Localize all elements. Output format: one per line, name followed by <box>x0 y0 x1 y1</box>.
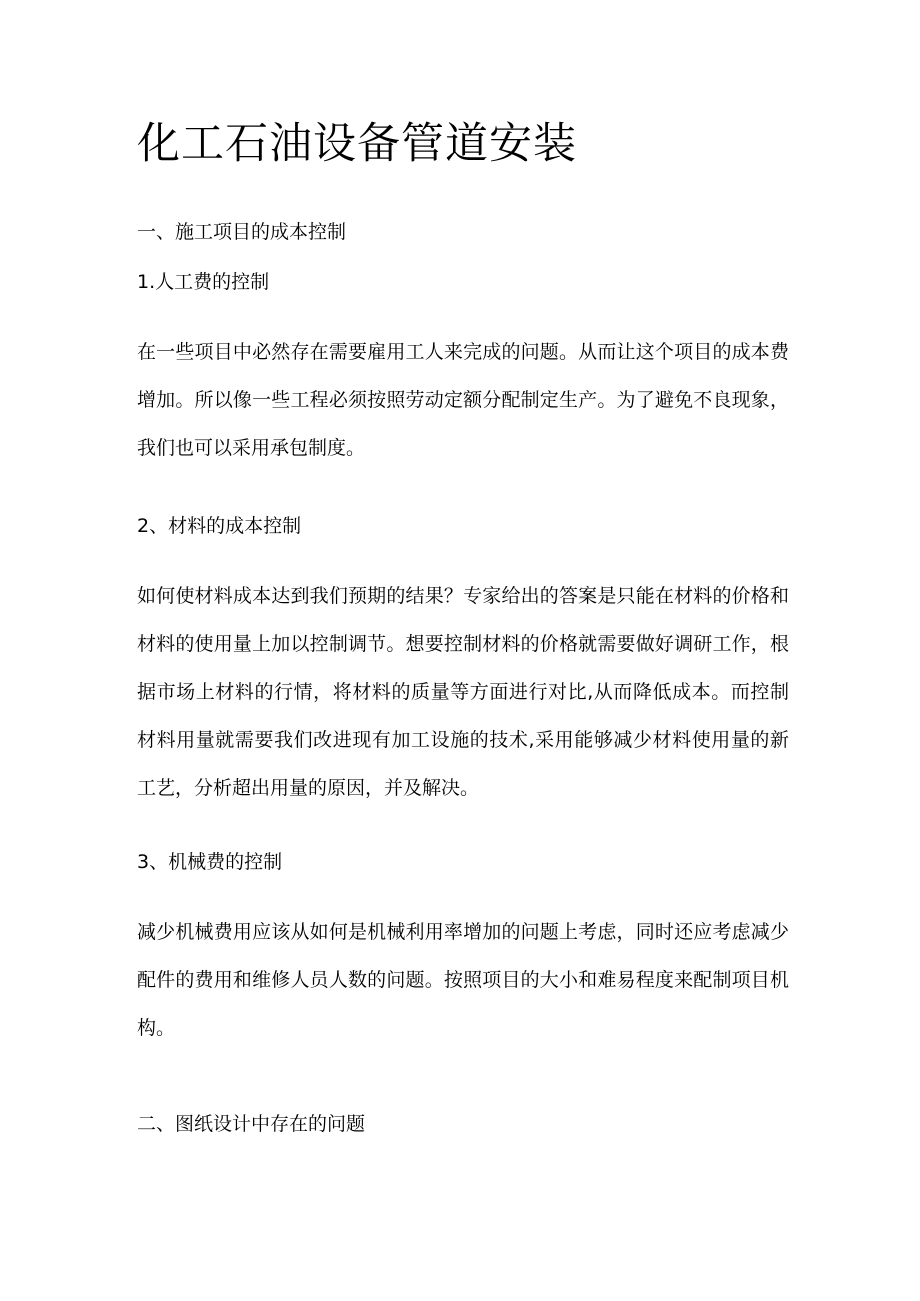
section-heading-cost-control: 一、施工项目的成本控制 <box>137 221 347 243</box>
subheading-labor-cost: 1.人工费的控制 <box>137 271 270 293</box>
document-title: 化工石油设备管道安装 <box>137 119 577 169</box>
paragraph-machinery-cost: 减少机械费用应该从如何是机械利用率增加的问题上考虑，同时还应考虑减少配件的费用和维修人员人数的问题。按照项目的大小和难易程度来配制项目机构。 <box>137 921 789 1039</box>
subheading-material-cost: 2、材料的成本控制 <box>137 515 302 537</box>
section-heading-design-issues: 二、图纸设计中存在的问题 <box>137 1113 366 1135</box>
paragraph-labor-cost: 在一些项目中必然存在需要雇用工人来完成的问题。从而让这个项目的成本费增加。所以像一些工程必须按照劳动定额分配制定生产。为了避免不良现象，我们也可以采用承包制度。 <box>137 341 789 459</box>
paragraph-material-cost: 如何使材料成本达到我们预期的结果？专家给出的答案是只能在材料的价格和材料的使用量上加以控制调节。想要控制材料的价格就需要做好调研工作，根据市场上材料的行情，将材料的质量等方面进行对比,从而降低成本。而控制材料用量就需要我们改进现有加工设施的技术,采用能够减少材料使用量的新工艺，分析超出用量的原因，并及解决。 <box>137 585 789 799</box>
subheading-machinery-cost: 3、机械费的控制 <box>137 851 283 873</box>
